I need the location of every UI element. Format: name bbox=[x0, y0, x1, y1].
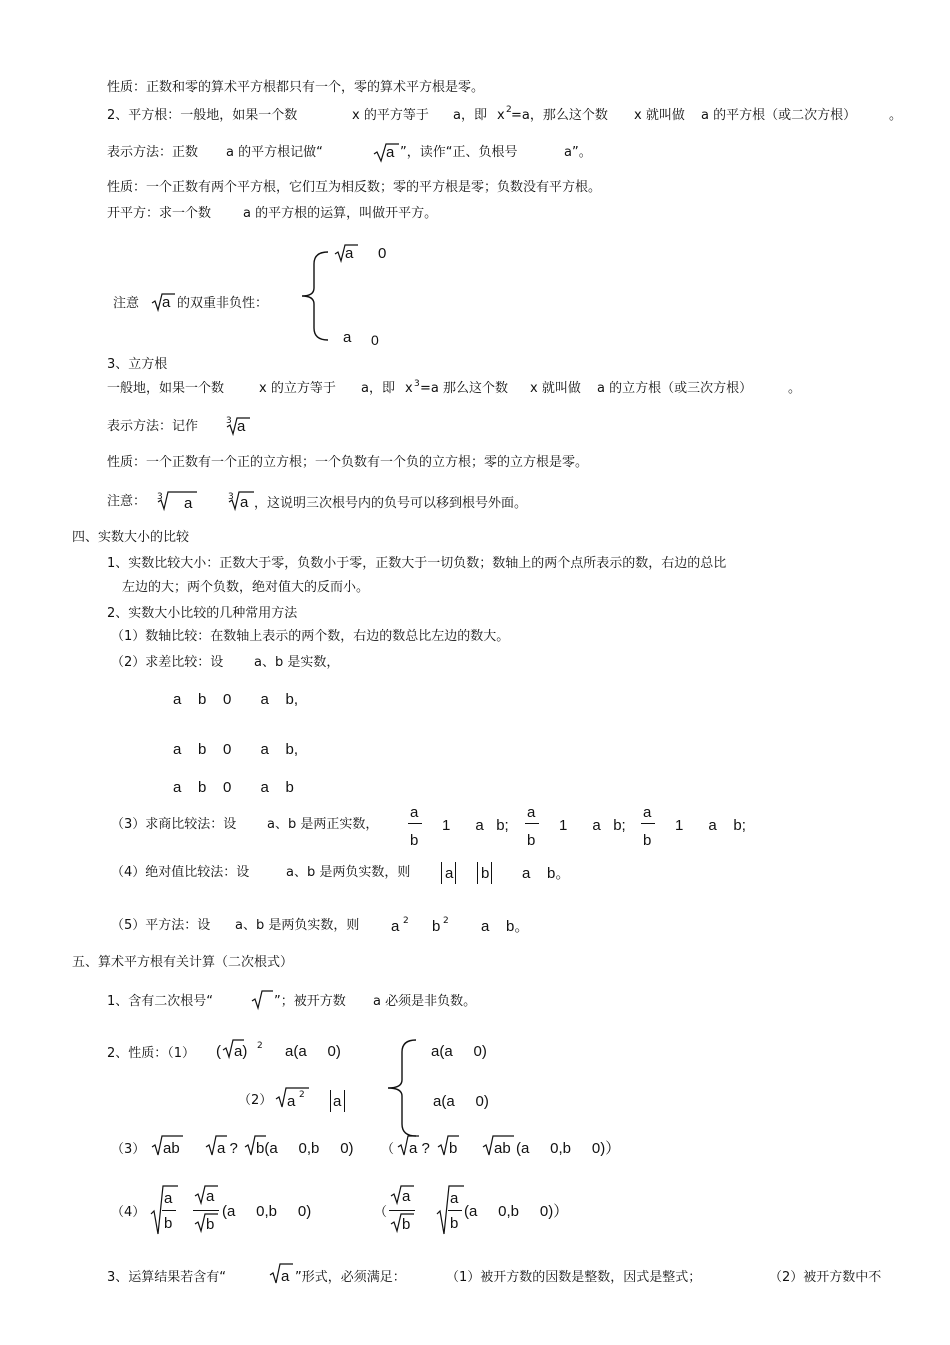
math-symbol: a bbox=[343, 329, 352, 346]
text-fragment: a”。 bbox=[564, 145, 592, 160]
text-fragment: ”形式，必须满足： bbox=[295, 1270, 406, 1285]
text-fragment: a、b 是两负实数，则 bbox=[235, 918, 360, 933]
text-fragment: 。 bbox=[889, 108, 903, 123]
fraction-numerator: a bbox=[450, 1190, 459, 1207]
radical-condition: 1、含有二次根号“ bbox=[107, 994, 214, 1009]
superscript: 2 bbox=[257, 1041, 263, 1051]
root-index: 3 bbox=[157, 492, 163, 502]
left-brace-icon bbox=[384, 1038, 418, 1138]
math-expression: a ? bbox=[409, 1140, 430, 1157]
fraction-numerator: a bbox=[527, 804, 536, 821]
superscript: 2 bbox=[403, 916, 409, 926]
fraction-numerator: a bbox=[410, 804, 419, 821]
text-fragment: a，即 bbox=[453, 108, 487, 123]
root-index: 3 bbox=[228, 492, 234, 502]
math-expression: a b。 bbox=[522, 865, 571, 882]
comparison-rule: 1、实数比较大小：正数大于零，负数小于零，正数大于一切负数；数轴上的两个点所表示的数，右边的总比 bbox=[107, 556, 727, 571]
superscript: 2 bbox=[443, 916, 449, 926]
math-expression: a(a 0) bbox=[433, 1093, 489, 1110]
text-fragment: ”，读作“正、负根号 bbox=[400, 145, 518, 160]
math-symbol: a bbox=[240, 494, 249, 511]
math-expression: a ? bbox=[217, 1140, 238, 1157]
text-fragment: a、b 是两负实数，则 bbox=[286, 865, 411, 880]
fraction-numerator: a bbox=[206, 1188, 215, 1205]
math-expression: a(a 0) bbox=[431, 1043, 487, 1060]
text-fragment: a、b 是两正实数， bbox=[267, 817, 379, 832]
text-fragment: a 必须是非负数。 bbox=[373, 994, 477, 1009]
method-absolute: （4）绝对值比较法：设 bbox=[111, 865, 250, 880]
abs-bar bbox=[455, 862, 456, 884]
properties-label: 2、性质：（1） bbox=[107, 1046, 196, 1061]
text-fragment: x 就叫做 bbox=[634, 108, 685, 123]
superscript: 3 bbox=[414, 379, 420, 389]
property-square-root: 性质：一个正数有两个平方根，它们互为相反数；零的平方根是零；负数没有平方根。 bbox=[107, 180, 602, 195]
section-heading: 四、实数大小的比较 bbox=[72, 530, 190, 545]
method-difference: （2）求差比较：设 bbox=[111, 655, 224, 670]
property-cube-root: 性质：一个正数有一个正的立方根；一个负数有一个负的立方根；零的立方根是零。 bbox=[107, 455, 589, 470]
note-label: 注意： bbox=[107, 494, 147, 509]
fraction-denominator: b bbox=[164, 1215, 173, 1232]
math-symbol: a bbox=[184, 495, 193, 512]
abs-bar bbox=[441, 862, 442, 884]
math-symbol: 0 bbox=[371, 332, 379, 348]
math-symbol: a bbox=[345, 245, 354, 262]
text-fragment: 的双重非负性： bbox=[177, 296, 269, 311]
text-fragment: a 的平方根记做“ bbox=[226, 145, 323, 160]
text-fragment: a 的立方根（或三次方根） bbox=[597, 381, 753, 396]
math-symbol: ab bbox=[494, 1140, 511, 1157]
property-index: （2） bbox=[238, 1093, 273, 1108]
math-symbol: b bbox=[481, 865, 490, 882]
math-expression: (a 0,b 0)） bbox=[464, 1203, 569, 1220]
difference-rule-1: a b 0 a b, bbox=[173, 691, 299, 708]
abs-bar bbox=[330, 1090, 331, 1112]
text-fragment: x 的立方等于 bbox=[259, 381, 336, 396]
abs-bar bbox=[491, 862, 492, 884]
property-arithmetic-root: 性质：正数和零的算术平方根都只有一个，零的算术平方根是零。 bbox=[107, 80, 485, 95]
math-expression: a(a 0) bbox=[285, 1043, 341, 1060]
math-symbol: a bbox=[162, 294, 171, 311]
cube-root-definition: 一般地，如果一个数 bbox=[107, 381, 225, 396]
text-fragment: （ bbox=[374, 1205, 388, 1220]
fraction-denominator: b bbox=[527, 832, 536, 849]
abs-bar bbox=[344, 1090, 345, 1112]
root-index: 3 bbox=[226, 416, 232, 426]
property-index: （4） bbox=[111, 1205, 146, 1220]
math-expression: (a 0,b 0) bbox=[222, 1203, 312, 1220]
text-fragment: （1）被开方数的因数是整数，因式是整式； bbox=[446, 1270, 702, 1285]
superscript: 2 bbox=[299, 1090, 305, 1100]
text-fragment: a 的平方根的运算，叫做开平方。 bbox=[243, 206, 438, 221]
fraction-denominator: b bbox=[402, 1216, 411, 1233]
text-fragment: （2）被开方数中不 bbox=[769, 1270, 882, 1285]
text-fragment: x bbox=[497, 108, 505, 123]
fraction-bar bbox=[162, 1210, 176, 1211]
fraction-bar bbox=[641, 823, 655, 824]
text-fragment: ”；被开方数 bbox=[274, 994, 346, 1009]
math-expression: 1 a b; bbox=[559, 817, 626, 834]
math-symbol: a bbox=[386, 144, 395, 161]
fraction-bar bbox=[448, 1210, 462, 1211]
notation-label: 表示方法：正数 bbox=[107, 145, 199, 160]
left-brace-icon bbox=[298, 250, 330, 342]
fraction-numerator: a bbox=[643, 804, 652, 821]
note-label: 注意 bbox=[113, 296, 140, 311]
text-fragment: 。 bbox=[788, 381, 802, 396]
section-heading: 五、算术平方根有关计算（二次根式） bbox=[72, 955, 294, 970]
text-fragment: ，这说明三次根号内的负号可以移到根号外面。 bbox=[254, 496, 528, 511]
method-quotient: （3）求商比较法：设 bbox=[111, 817, 237, 832]
text-fragment: =a，那么这个数 bbox=[511, 108, 608, 123]
fraction-numerator: a bbox=[402, 1188, 411, 1205]
square-root-definition: 2、平方根：一般地，如果一个数 bbox=[107, 108, 298, 123]
method-number-line: （1）数轴比较：在数轴上表示的两个数，右边的数总比左边的数大。 bbox=[111, 629, 510, 644]
text-fragment: a、b 是实数， bbox=[254, 655, 340, 670]
text-fragment: x bbox=[405, 381, 413, 396]
sqrt-sign-icon bbox=[251, 989, 275, 1011]
property-index: （3） bbox=[111, 1142, 146, 1157]
math-symbol: b bbox=[432, 918, 441, 935]
fraction-bar bbox=[389, 1210, 415, 1211]
text-fragment: a 的平方根（或二次方根） bbox=[701, 108, 857, 123]
math-expression: 1 a b; bbox=[442, 817, 509, 834]
math-expression: a b。 bbox=[481, 918, 530, 935]
text-fragment: x 的平方等于 bbox=[352, 108, 429, 123]
math-symbol: a bbox=[333, 1093, 342, 1110]
extraction-definition: 开平方：求一个数 bbox=[107, 206, 212, 221]
superscript: 2 bbox=[506, 105, 512, 115]
fraction-denominator: b bbox=[643, 832, 652, 849]
fraction-denominator: b bbox=[410, 832, 419, 849]
result-condition: 3、运算结果若含有“ bbox=[107, 1270, 227, 1285]
notation-label: 表示方法：记作 bbox=[107, 419, 199, 434]
abs-bar bbox=[477, 862, 478, 884]
math-symbol: a bbox=[287, 1093, 296, 1110]
text-fragment: （ bbox=[381, 1142, 395, 1157]
difference-rule-2: a b 0 a b, bbox=[173, 741, 299, 758]
math-symbol: b bbox=[449, 1140, 458, 1157]
method-square: （5）平方法：设 bbox=[111, 918, 211, 933]
math-symbol: a bbox=[445, 865, 454, 882]
fraction-bar bbox=[193, 1210, 219, 1211]
math-expression: (a 0,b 0)） bbox=[516, 1140, 621, 1157]
text-fragment: a，即 bbox=[361, 381, 395, 396]
math-symbol: ab bbox=[163, 1140, 180, 1157]
math-symbol: 0 bbox=[378, 245, 387, 262]
fraction-numerator: a bbox=[164, 1190, 173, 1207]
subsection-heading: 2、实数大小比较的几种常用方法 bbox=[107, 606, 298, 621]
comparison-rule-cont: 左边的大；两个负数，绝对值大的反而小。 bbox=[122, 580, 370, 595]
fraction-bar bbox=[525, 823, 539, 824]
math-symbol: a) bbox=[234, 1043, 248, 1060]
section-heading: 3、立方根 bbox=[107, 357, 168, 372]
text-fragment: x 就叫做 bbox=[530, 381, 581, 396]
math-symbol: a bbox=[237, 418, 246, 435]
math-expression: 1 a b; bbox=[675, 817, 746, 834]
math-expression: b(a 0,b 0) bbox=[256, 1140, 354, 1157]
fraction-bar bbox=[408, 823, 422, 824]
difference-rule-3: a b 0 a b bbox=[173, 779, 294, 796]
math-symbol: a bbox=[391, 918, 400, 935]
math-symbol: a bbox=[281, 1268, 290, 1285]
fraction-denominator: b bbox=[450, 1215, 459, 1232]
fraction-denominator: b bbox=[206, 1216, 215, 1233]
math-symbol: ( bbox=[216, 1043, 221, 1060]
text-fragment: =a 那么这个数 bbox=[420, 381, 508, 396]
